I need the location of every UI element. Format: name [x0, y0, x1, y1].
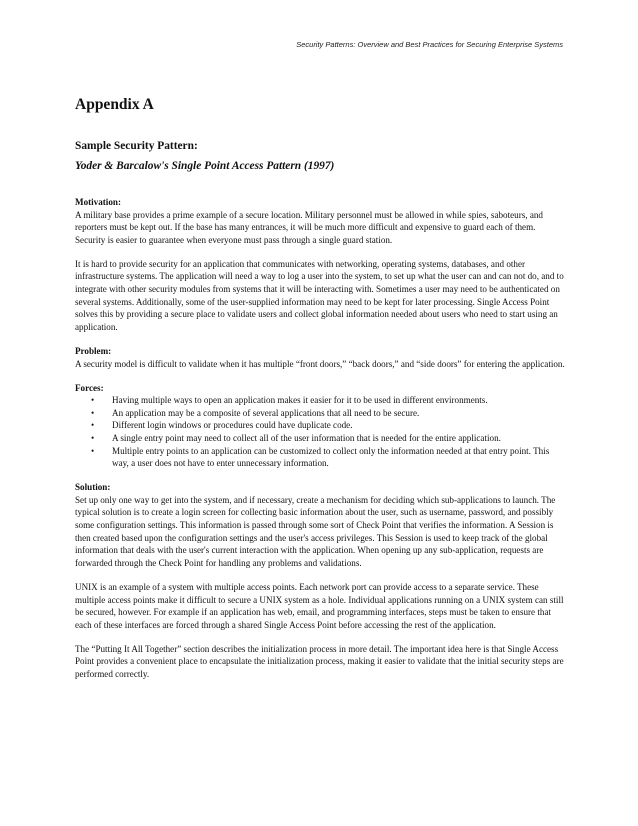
bullet-icon: • — [91, 420, 95, 431]
bullet-icon: • — [91, 445, 95, 456]
document-body — [75, 196, 565, 692]
list-item — [91, 419, 565, 432]
solution-paragraph: The “Putting It All Together” section describes the initialization process in more detail. The important idea here is that Single Access Point provides a convenient place to encapsulate the initialization process, making it easier to validate that the initial security steps are performed correctly. — [75, 643, 564, 679]
solution-section-continued — [75, 643, 565, 681]
force-text: Having multiple ways to open an application makes it easier for it to be used in different environments. — [112, 395, 488, 406]
appendix-title: Appendix A — [75, 96, 154, 113]
forces-list — [75, 394, 565, 470]
motivation-section-continued — [75, 258, 565, 334]
forces-label: Forces: — [75, 382, 104, 393]
force-text: A single entry point may need to collect all of the user information that is needed for the entire application. — [112, 433, 501, 443]
solution-paragraph: UNIX is an example of a system with multiple access points. Each network port can provide access to a separate service. These multiple access points make it difficult to secure a UNIX system as a hole. Individual applications running on a UNIX system can still be secured, however. For example if an application has web, email, and programming interfaces, steps must be taken to ensure that each of these interfaces are forced through a shared Single Access Point before accessing the rest of the application. — [75, 581, 564, 630]
solution-section — [75, 481, 565, 569]
list-item — [91, 407, 565, 420]
list-item — [91, 432, 565, 445]
list-item — [91, 394, 565, 407]
forces-section — [75, 382, 565, 470]
motivation-label: Motivation: — [75, 197, 121, 207]
problem-label: Problem: — [75, 345, 112, 356]
pattern-subheading: Yoder & Barcalow's Single Point Access Pattern (1997) — [75, 160, 335, 172]
solution-paragraph: Set up only one way to get into the system, and if necessary, create a mechanism for deciding which sub-applications to launch. The typical solution is to create a login screen for collecting basic information about the user, such as username, password, and possibly some configuration settings. This information is passed through some sort of Check Point that verifies the information. A Session is then created based upon the configuration settings and the user's access privileges. This Session is used to keep track of the global information that deals with the user's current interaction with the application. When opening up any sub-application, requests are forwarded through the Check Point for handling any problems and validations. — [75, 494, 556, 568]
problem-section — [75, 345, 565, 370]
solution-section-continued — [75, 581, 565, 631]
motivation-paragraph: A military base provides a prime example of a secure location. Military personnel must be allowed in while spies, saboteurs, and reporters must be kept out. If the base has many entrances, it will be much more difficult and expensive to guard each of them. Security is easier to guarantee when everyone must pass through a single guard station. — [75, 209, 543, 245]
problem-paragraph: A security model is difficult to validate when it has multiple “front doors,” “back doors,” and “side doors” for entering the application. — [75, 358, 565, 369]
force-text: An application may be a composite of several applications that all need to be secure. — [112, 407, 420, 418]
force-text: Multiple entry points to an application can be customized to collect only the information needed at that entry point. This way, a user does not have to enter unnecessary information. — [112, 445, 550, 469]
motivation-paragraph: It is hard to provide security for an application that communicates with networking, operating systems, databases, and other infrastructure systems. The application will need a way to log a user into the system, to set up what the user can and can not do, and to integrate with other security modules from systems that it will be interacting with. Sometimes a user may need to be authenticated on several systems. Additionally, some of the user-supplied information may need to be kept for later processing. Single Access Point solves this by providing a secure place to validate users and collect global information needed about users who need to start using an application. — [75, 258, 564, 332]
bullet-icon: • — [91, 407, 95, 418]
running-header: Security Patterns: Overview and Best Practices for Securing Enterprise Systems — [296, 40, 563, 49]
bullet-icon: • — [91, 433, 95, 443]
force-text: Different login windows or procedures could have duplicate code. — [112, 420, 353, 431]
bullet-icon: • — [91, 395, 95, 406]
list-item — [91, 445, 565, 470]
solution-label: Solution: — [75, 482, 111, 493]
pattern-heading: Sample Security Pattern: — [75, 140, 198, 152]
motivation-section — [75, 196, 565, 246]
